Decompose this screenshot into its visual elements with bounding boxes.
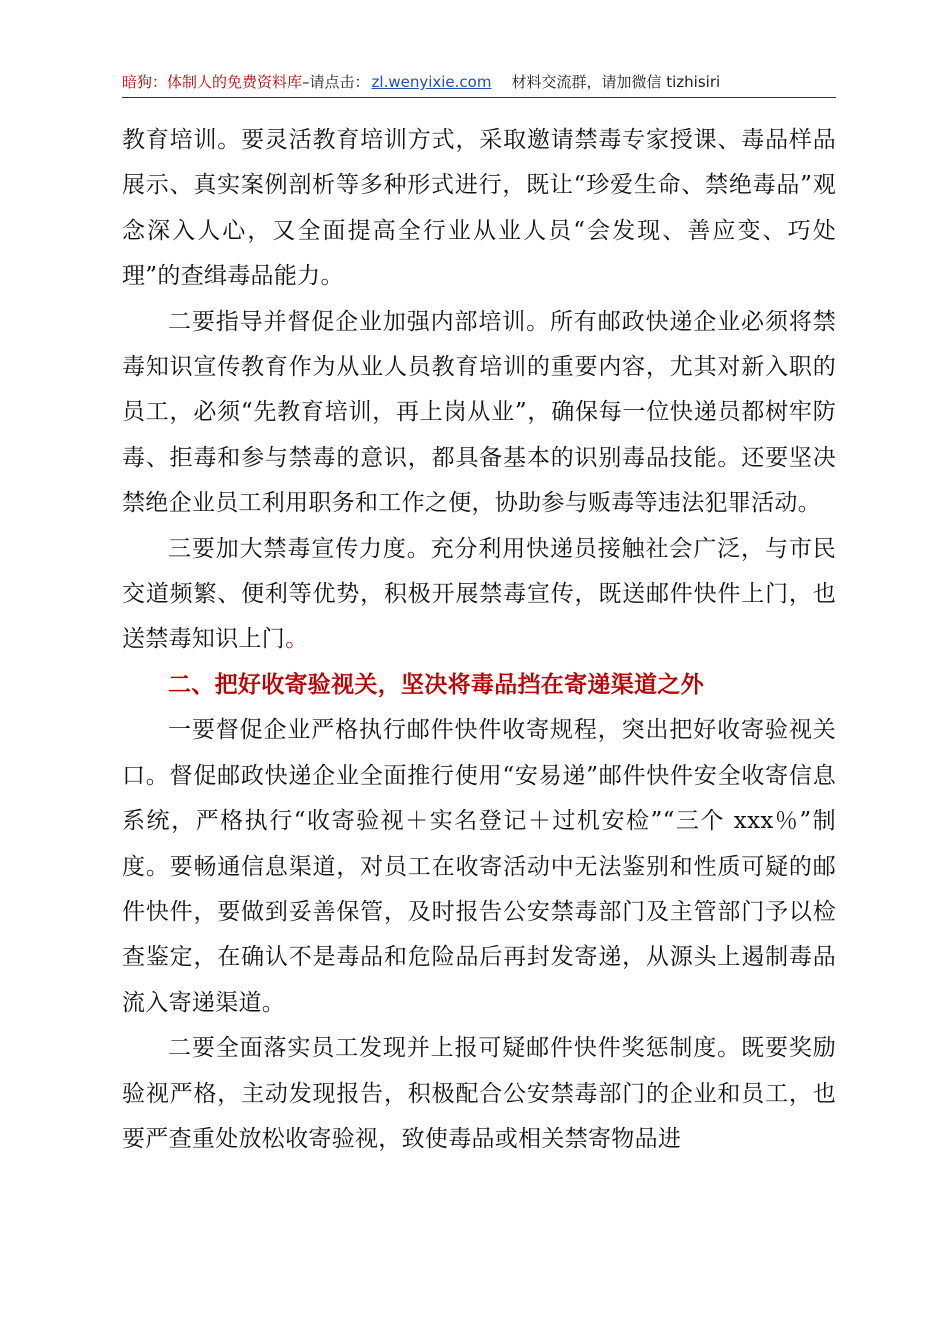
header-link[interactable]: zl.wenyixie.com	[371, 73, 492, 91]
paragraph-5: 二要全面落实员工发现并上报可疑邮件快件奖惩制度。既要奖励验视严格，主动发现报告，积极配合公安禁毒部门的企业和员工，也要严查重处放松收寄验视，致使毒品或相关禁寄物品进	[122, 1035, 836, 1152]
paragraph-3-end: 。	[285, 626, 309, 653]
paragraph-2: 二要指导并督促企业加强内部培训。所有邮政快递企业必须将禁毒知识宣传教育作为从业人员教育培训的重要内容，尤其对新入职的员工，必须“先教育培训，再上岗从业”，确保每一位快递员都树牢防毒、拒毒和参与禁毒的意识，都具备基本的识别毒品技能。还要坚决禁绝企业员工利用职务和工作之便，协助参与贩毒等违法犯罪活动。	[122, 308, 836, 517]
paragraph-3	[122, 527, 836, 663]
paragraph-3-text: 三要加大禁毒宣传力度。充分利用快递员接触社会广泛，与市民交道频繁、便利等优势，积极开展禁毒宣传，既送邮件快件上门，也送禁毒知识上门	[122, 535, 836, 653]
header-brand: 暗狗：体制人的免费资料库	[122, 73, 303, 91]
header-prompt: –请点击：	[302, 73, 370, 91]
document-body	[122, 118, 836, 1162]
section-heading-2: 二、把好收寄验视关，坚决将毒品挡在寄递渠道之外	[168, 671, 704, 698]
paragraph-4: 一要督促企业严格执行邮件快件收寄规程，突出把好收寄验视关口。督促邮政快递企业全面推行使用“安易递”邮件快件安全收寄信息系统，严格执行“收寄验视＋实名登记＋过机安检”“三个 xxx％”制度。要畅通信息渠道，对员工在收寄活动中无法鉴别和性质可疑的邮件快件，要做到妥善保管，及时报告公安禁毒部门及主管部门予以检查鉴定，在确认不是毒品和危险品后再封发寄递，从源头上遏制毒品流入寄递渠道。	[122, 717, 836, 1016]
paragraph-1: 教育培训。要灵活教育培训方式，采取邀请禁毒专家授课、毒品样品展示、真实案例剖析等多种形式进行，既让“珍爱生命、禁绝毒品”观念深入人心，又全面提高全行业从业人员“会发现、善应变、巧处理”的查缉毒品能力。	[122, 127, 836, 290]
page-header	[122, 70, 836, 94]
header-divider	[122, 97, 836, 98]
header-contact: 材料交流群，请加微信 tizhisiri	[511, 73, 721, 91]
